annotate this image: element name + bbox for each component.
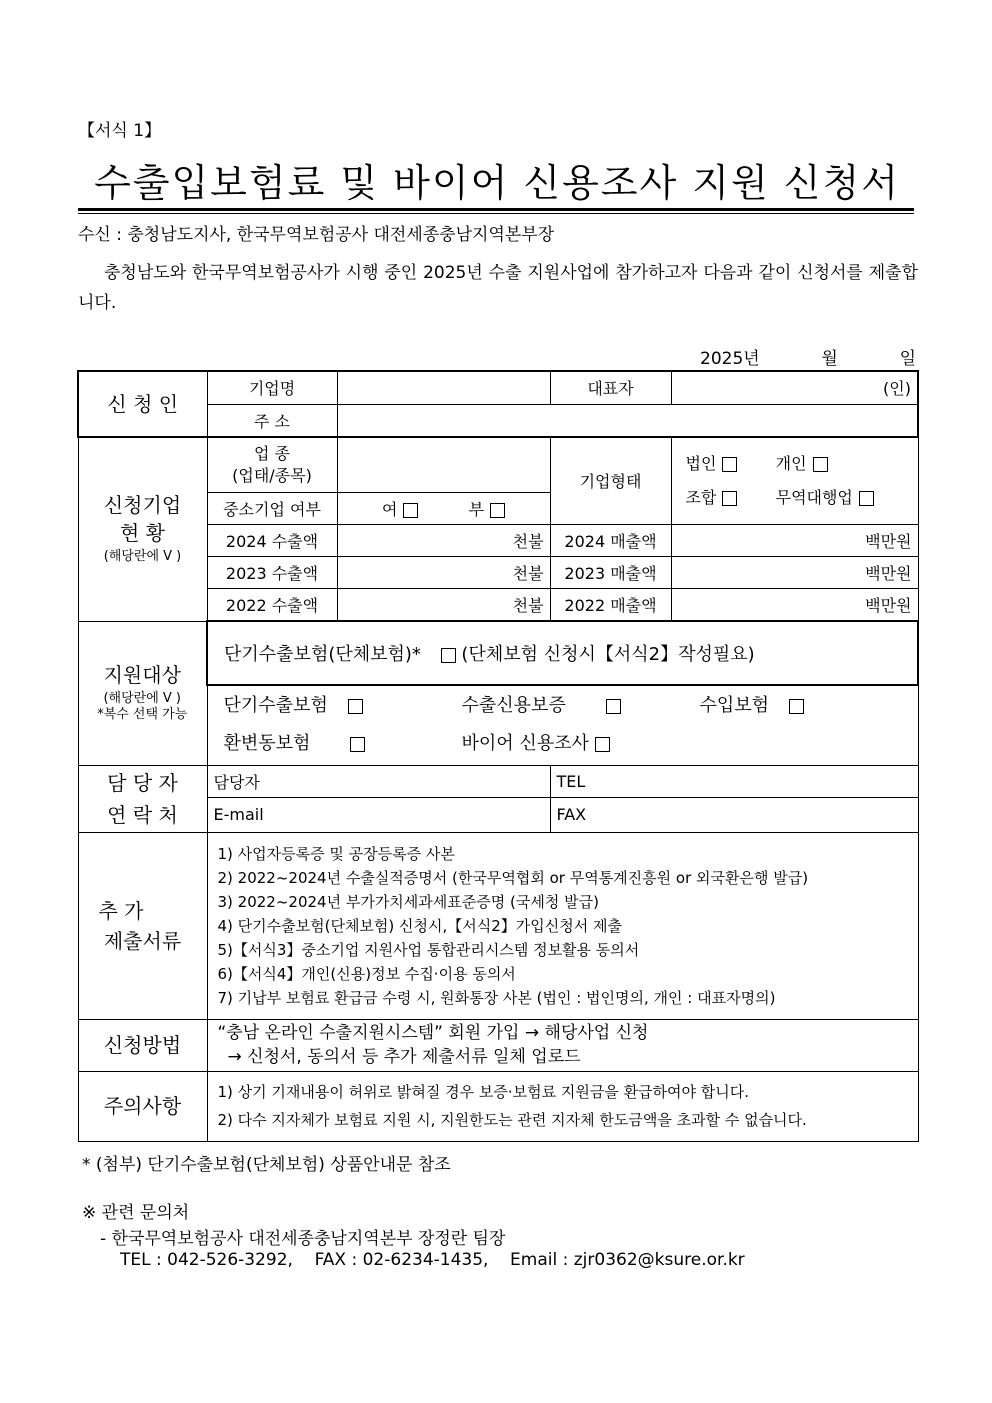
support-opt-short-term-checkbox[interactable] [348,699,363,714]
section-applicant: 신 청 인 [78,371,207,437]
section-support-target-title: 지원대상 [103,663,181,687]
export-2022-unit: 천불 [512,595,544,615]
fax-label: FAX [556,805,587,824]
export-2023-unit: 천불 [512,563,544,583]
group-insurance-checkbox[interactable] [441,648,456,663]
group-insurance-row [207,621,918,685]
sme-no-label: 부 [468,499,485,519]
application-form-table [77,370,919,1142]
inquiry-details: TEL : 042-526-3292, FAX : 02-6234-1435, Email : zjr0362@ksure.or.kr [120,1250,745,1270]
date-month: 월 [821,349,838,369]
industry-label-sub: (업태/종목) [232,465,312,485]
type-corporation-checkbox[interactable] [722,457,737,472]
type-trade-agent-label: 무역대행업 [775,487,853,507]
address-label: 주 소 [207,404,337,437]
section-support-note1: (해당란에 V ) [103,691,182,706]
date-year: 2025년 [700,349,760,369]
document-item: 3) 2022~2024년 부가가치세과세표준증명 (국세청 발급) [217,892,599,911]
section-contact-line1: 담 당 자 [107,770,178,795]
section-caution: 주의사항 [78,1071,207,1141]
industry-label [207,437,337,492]
company-type-options [671,437,918,524]
sme-yes-checkbox[interactable] [403,503,418,518]
support-opt-fx-checkbox[interactable] [350,737,365,752]
section-docs-line1-text: 추 가 [98,898,144,923]
section-additional-documents [78,832,207,1019]
title-divider-thick [78,208,914,211]
export-2024-field[interactable] [337,524,550,556]
document-item: 4) 단기수출보험(단체보험) 신청시,【서식2】가입신청서 제출 [217,916,622,935]
document-title: 수출입보험료 및 바이어 신용조사 지원 신청서 [94,161,900,205]
email-label: E-mail [213,805,264,824]
sales-2022-field[interactable] [671,588,918,621]
sales-2024-label: 2024 매출액 [550,524,671,556]
tel-field[interactable] [550,765,918,797]
section-docs-line2: 제출서류 [103,928,182,953]
tel-label: TEL [556,771,586,791]
document-item: 5)【서식3】중소기업 지원사업 통합관리시스템 정보활용 동의서 [217,940,640,959]
support-opt-import-checkbox[interactable] [789,699,804,714]
representative-field[interactable] [671,371,918,404]
representative-label: 대표자 [550,371,671,404]
industry-field[interactable] [337,437,550,492]
sales-2022-unit: 백만원 [865,595,912,615]
company-type-label: 기업형태 [550,437,671,524]
section-company-status-note: (해당란에 V ) [103,549,182,565]
sales-2024-unit: 백만원 [865,531,912,551]
type-individual-checkbox[interactable] [813,457,828,472]
support-opt-buyer-credit-checkbox[interactable] [595,737,610,752]
section-application-method: 신청방법 [78,1019,207,1071]
type-union-checkbox[interactable] [722,491,737,506]
method-line2: → 신청서, 동의서 등 추가 제출서류 일체 업로드 [227,1047,581,1067]
attachment-note: * (첨부) 단기수출보험(단체보험) 상품안내문 참조 [82,1155,451,1175]
support-opt-fx-label: 환변동보험 [223,733,311,755]
export-2024-label: 2024 수출액 [207,524,337,556]
sme-no-checkbox[interactable] [490,503,505,518]
export-2023-label: 2023 수출액 [207,556,337,588]
export-2022-label: 2022 수출액 [207,588,337,621]
document-item: 1) 사업자등록증 및 공장등록증 사본 [217,844,455,863]
title-divider-thin [78,213,914,214]
section-company-status [78,437,207,621]
section-company-status-line2: 현 황 [120,521,165,546]
intro-paragraph: 충청남도와 한국무역보험공사가 시행 중인 2025년 수출 지원사업에 참가하고자 다음과 같이 신청서를 제출합니다. [78,263,918,313]
address-field[interactable] [337,404,918,437]
document-item: 6)【서식4】개인(신용)정보 수집·이용 동의서 [217,964,516,983]
section-support-note2: *복수 선택 가능 [97,707,188,722]
export-2024-unit: 천불 [512,531,544,551]
seal-mark: (인) [883,379,911,399]
manager-field[interactable] [207,765,550,797]
fax-field[interactable] [550,797,918,832]
inquiry-title: ※ 관련 문의처 [82,1203,190,1223]
support-opt-import-label: 수입보험 [699,695,770,717]
support-opt-credit-guarantee-label: 수출신용보증 [461,695,566,717]
sales-2024-field[interactable] [671,524,918,556]
company-name-label: 기업명 [207,371,337,404]
section-support-target [78,621,207,765]
caution-item-1: 1) 상기 기재내용이 허위로 밝혀질 경우 보증·보험료 지원금을 환급하여야 합니다. [217,1083,750,1101]
sales-2022-label: 2022 매출액 [550,588,671,621]
sales-2023-field[interactable] [671,556,918,588]
group-insurance-label: 단기수출보험(단체보험)* [224,644,421,665]
application-method-text [207,1019,918,1071]
type-individual-label: 개인 [775,453,807,473]
type-corporation-label: 법인 [685,453,717,473]
support-opt-buyer-credit-label: 바이어 신용조사 [461,733,589,755]
export-2023-field[interactable] [337,556,550,588]
date-line [700,344,916,369]
sme-options [337,492,550,524]
support-opt-short-term-label: 단기수출보험 [223,695,328,717]
date-day: 일 [899,349,916,369]
support-opt-credit-guarantee-checkbox[interactable] [606,699,621,714]
sme-label: 중소기업 여부 [207,492,337,524]
section-docs-line1 [85,896,201,926]
inquiry-organization: - 한국무역보험공사 대전세종충남지역본부 장정란 팀장 [100,1229,506,1249]
manager-label: 담당자 [213,772,260,792]
sales-2023-label: 2023 매출액 [550,556,671,588]
caution-item-2: 2) 다수 지자체가 보험료 지원 시, 지원한도는 관련 지자체 한도금액을 초과할 수 없습니다. [217,1111,807,1129]
recipient-line: 수신 : 충청남도지사, 한국무역보험공사 대전세종충남지역본부장 [78,225,555,245]
document-item: 7) 기납부 보험료 환급금 수령 시, 원화통장 사본 (법인 : 법인명의, 개인 : 대표자명의) [217,988,776,1007]
section-company-status-line1: 신청기업 [103,493,182,518]
caution-list [207,1071,918,1141]
company-name-field[interactable] [337,371,550,404]
form-number-label: 【서식 1】 [78,121,162,141]
sme-yes-label: 여 [381,499,398,519]
section-contact-line2: 연 락 처 [107,802,178,827]
email-field[interactable] [207,797,550,832]
documents-list [207,832,918,1019]
type-union-label: 조합 [685,487,717,507]
group-insurance-note: (단체보험 신청시【서식2】작성필요) [461,644,755,665]
export-2022-field[interactable] [337,588,550,621]
section-contact [78,765,207,832]
document-item: 2) 2022~2024년 수출실적증명서 (한국무역협회 or 무역통계진흥원 or 외국환은행 발급) [217,868,809,887]
sales-2023-unit: 백만원 [865,563,912,583]
method-line1: “충남 온라인 수출지원시스템” 회원 가입 → 해당사업 신청 [217,1023,649,1043]
support-options [207,685,918,765]
type-trade-agent-checkbox[interactable] [859,491,874,506]
industry-label-main: 업 종 [254,443,290,463]
